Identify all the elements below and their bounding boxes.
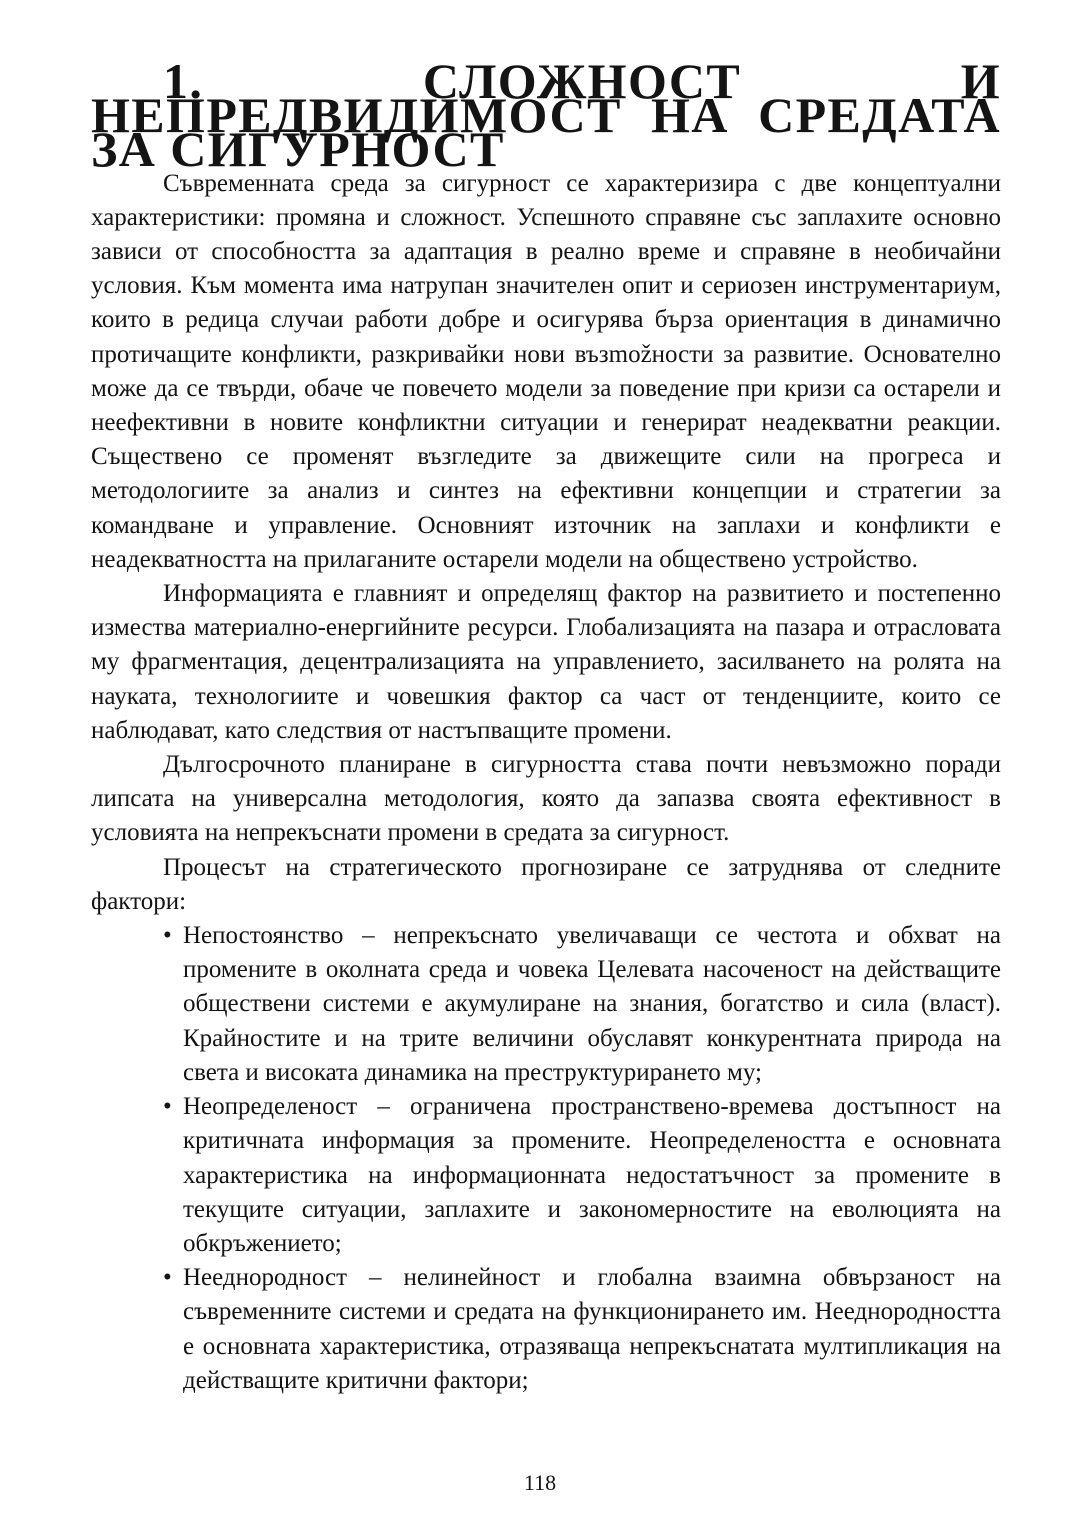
paragraph: Информацията е главният и определящ фактор на развитието и постепенно измества материално-енергийните ресурси. Глобализацията на пазара и отрасловата му фрагментация, децентрализацията на управлението, засилването на ролята на науката, технологиите и човешкия фактор са част от тенденциите, които се наблюдават, като следствия от настъпващите промени. (91, 580, 1001, 744)
paragraph: Съвременната среда за сигурност се характеризира с две концептуални характеристики: промяна и сложност. Успешното справяне със заплахите основно зависи от способността за адаптация в реално време и справяне в необичайни условия. Към момента има натрупан значителен опит и сериозен инструментариум, които в редица случаи работи добре и осигурява бърза ориентация в динамично протичащите конфликти, разкривайки нови възmožности за развитие. Основателно може да се твърди, обаче че повечето модели за поведение при кризи са остарели и неефективни в новите конфликтни ситуации и генерират неадекватни реакции. Съществено се променят възгледите за движещите сили на прогреса и методологиите за анализ и синтез на ефективни концепции и стратегии за командване и управление. Основният източник на заплахи и конфликти е неадекватността на прилаганите остарели модели на обществено устройство. (91, 169, 1001, 573)
bullet-icon: • (163, 1093, 172, 1121)
list-item (91, 1261, 1001, 1398)
factor-list (91, 919, 1001, 1398)
list-item-text: Неопределеност – ограничена пространствено-времева достъпност на критичната информация за промените. Неопределеността е основната характеристика на информационната недостатъчност за промените в текущите ситуации, заплахите и закономерностите на еволюцията на обкръжението; (183, 1093, 1001, 1257)
paragraph: Процесът на стратегическото прогнозиране се затруднява от следните фактори: (91, 853, 1001, 915)
section-heading: 1. СЛОЖНОСТ И НЕПРЕДВИДИМОСТ НА СРЕДАТА ЗА СИГУРНОСТ (91, 53, 1001, 178)
list-item-text: Непостоянство – непрекъснато увеличаващи се честота и обхват на промените в околната среда и човека Целевата насоченост на действащите обществени системи е акумулиране на знания, богатство и сила (власт). Крайностите и на трите величини обуславят конкурентната природа на света и високата динамика на преструктурирането му; (183, 922, 1001, 1086)
list-item (91, 1090, 1001, 1261)
paragraph: Дългосрочното планиране в сигурността става почти невъзможно поради липсата на универсална методология, която да запазва своята ефективност в условията на непрекъснати промени в средата за сигурност. (91, 751, 1001, 847)
list-item-text: Нееднородност – нелинейност и глобална взаимна обвързаност на съвременните системи и средата на функционирането им. Нееднородността е основната характеристика, отразяваща непрекъснатата мултипликация на действащите критични фактори; (183, 1264, 1001, 1394)
page-body (91, 53, 1001, 1398)
page-number: 118 (523, 1470, 557, 1495)
bullet-icon: • (163, 922, 172, 950)
bullet-icon: • (163, 1264, 172, 1292)
list-item (91, 919, 1001, 1090)
